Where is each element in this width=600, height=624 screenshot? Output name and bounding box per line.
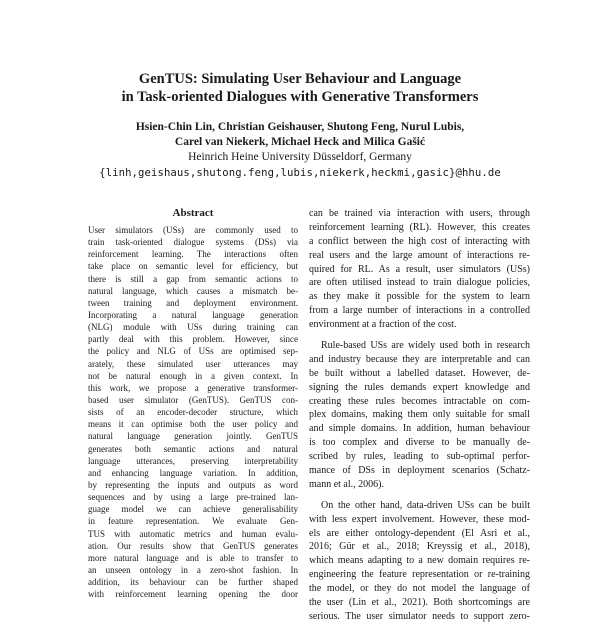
- author-emails: {linh,geishaus,shutong.feng,lubis,niekerk,heckmi,gasic}@hhu.de: [99, 167, 501, 179]
- body-line: els are either ontology-dependent (El Asri et al.,: [309, 527, 530, 539]
- abstract-line: the policy and NLG of USs are optimised sep-: [88, 346, 298, 357]
- body-line: plex domains, making them only suitable for small: [309, 409, 530, 421]
- abstract-line: ation. Our results show that GenTUS generates: [88, 540, 298, 551]
- body-line: engineering the feature representation or re-training: [309, 569, 530, 581]
- body-line: which means adapting to a new domain requires re-: [309, 555, 530, 567]
- affiliation: Heinrich Heine University Düsseldorf, Germany: [188, 151, 412, 163]
- abstract-line: arately, these simulated user utterances may: [88, 358, 298, 369]
- authors-line-2: Carel van Niekerk, Michael Heck and Milica Gašić: [174, 136, 426, 148]
- body-line: quired for RL. As a result, user simulators (USs): [309, 263, 530, 275]
- body-line: is too complex and diverse to be manually de-: [309, 437, 530, 449]
- body-line: the user (Lin et al., 2021). Both shortcomings are: [309, 597, 530, 609]
- body-line: reinforcement learning (RL). However, this creates: [309, 221, 530, 233]
- body-line: with less expert involvement. However, these mod-: [309, 513, 530, 525]
- abstract-heading: Abstract: [172, 207, 214, 219]
- body-line: are often utilised instead to train dialogue policies,: [309, 277, 530, 289]
- abstract-line: sists of an encoder-decoder structure, which: [88, 407, 298, 418]
- abstract-line: based user simulator (GenTUS). GenTUS con-: [88, 394, 298, 405]
- abstract-line: an unseen ontology in a zero-shot fashion. In: [88, 564, 298, 575]
- abstract-line: tween training and deployment environment.: [88, 297, 298, 308]
- introduction-body: [309, 207, 530, 624]
- abstract-line: this work, we propose a generative transformer-: [88, 382, 298, 393]
- body-line: real users and the large amount of interactions re-: [309, 249, 530, 261]
- abstract-line: take place on semantic level for efficiency, but: [88, 261, 298, 272]
- abstract-line: not be natural enough in a given context. In: [88, 370, 298, 381]
- abstract-line: TUS with automatic metrics and human evalu-: [88, 528, 298, 539]
- body-line: On the other hand, data-driven USs can be built: [321, 499, 530, 511]
- body-line: Rule-based USs are widely used both in research: [321, 340, 530, 352]
- abstract-line: natural language generation jointly. GenTUS: [88, 431, 298, 442]
- abstract-line: Incorporating a natural language generation: [88, 309, 298, 320]
- body-line: and simple domains. In addition, human behaviour: [309, 423, 530, 435]
- body-paragraph: [309, 207, 530, 332]
- abstract-line: guage model we can achieve generalisability: [88, 504, 298, 515]
- body-line: and industry because they are interpretable and can: [309, 353, 530, 365]
- body-line: mance of DSs in deployment scenarios (Schatz-: [309, 465, 530, 477]
- body-line: environment at a fraction of the cost.: [309, 319, 457, 331]
- abstract-line: (NLG) module with USs during training can: [88, 322, 298, 333]
- body-line: serious. The user simulator needs to support zero-: [309, 610, 530, 622]
- abstract-body: [88, 224, 298, 600]
- body-line: 2016; Gür et al., 2018; Kreyssig et al., 2018),: [309, 541, 530, 553]
- body-line: the model, or they do not model the language of: [309, 583, 530, 595]
- abstract-line: means it can optimise both the user policy and: [88, 419, 298, 430]
- abstract-line: natural language, which causes a mismatch be-: [88, 285, 298, 296]
- body-line: can be trained via interaction with users, through: [309, 208, 530, 219]
- abstract-line: more natural language and is able to transfer to: [88, 552, 298, 563]
- abstract-line: addition, its behaviour can be further shaped: [88, 577, 298, 588]
- abstract-line: User simulators (USs) are commonly used to: [88, 225, 298, 235]
- body-line: be built without a labelled dataset. However, de-: [309, 367, 530, 379]
- paper-title-line-2: in Task-oriented Dialogues with Generative Transformers: [121, 89, 479, 105]
- body-line: from a large number of interactions in a controlled: [309, 305, 530, 317]
- body-paragraph: [309, 339, 530, 492]
- abstract-line: reinforcement learning. The interactions often: [88, 249, 298, 260]
- body-line: a conflict between the high cost of interacting with: [309, 235, 530, 247]
- body-line: as they make it possible for the system to learn: [309, 291, 530, 303]
- abstract-line: and enhancing language variation. In addition,: [88, 467, 298, 478]
- abstract-line: with reinforcement learning opening the door: [88, 589, 298, 600]
- paper-title-line-1: GenTUS: Simulating User Behaviour and Language: [138, 71, 462, 87]
- abstract-line: train task-oriented dialogue systems (DSs) via: [88, 237, 298, 248]
- body-line: mann et al., 2006).: [309, 478, 384, 490]
- abstract-line: sequences and by using a large pre-trained lan-: [88, 492, 298, 503]
- abstract-line: by representing the inputs and outputs as word: [88, 479, 298, 490]
- abstract-line: in feature representation. We evaluate Gen-: [88, 516, 298, 527]
- abstract-line: partly deal with this problem. However, since: [88, 334, 298, 345]
- body-line: scribed by rules, leading to sub-optimal perfor-: [309, 451, 530, 463]
- abstract-line: generates both semantic actions and natural: [88, 443, 298, 454]
- body-line: creating these rules becomes intractable on com-: [309, 395, 530, 407]
- abstract-line: there is still a gap from semantic actions to: [88, 273, 298, 284]
- body-paragraph: [309, 499, 530, 624]
- body-line: signing the rules demands expert knowledge and: [309, 381, 530, 393]
- authors-line-1: Hsien-Chin Lin, Christian Geishauser, Shutong Feng, Nurul Lubis,: [135, 121, 465, 133]
- abstract-line: language utterances, preserving interpretability: [88, 455, 298, 466]
